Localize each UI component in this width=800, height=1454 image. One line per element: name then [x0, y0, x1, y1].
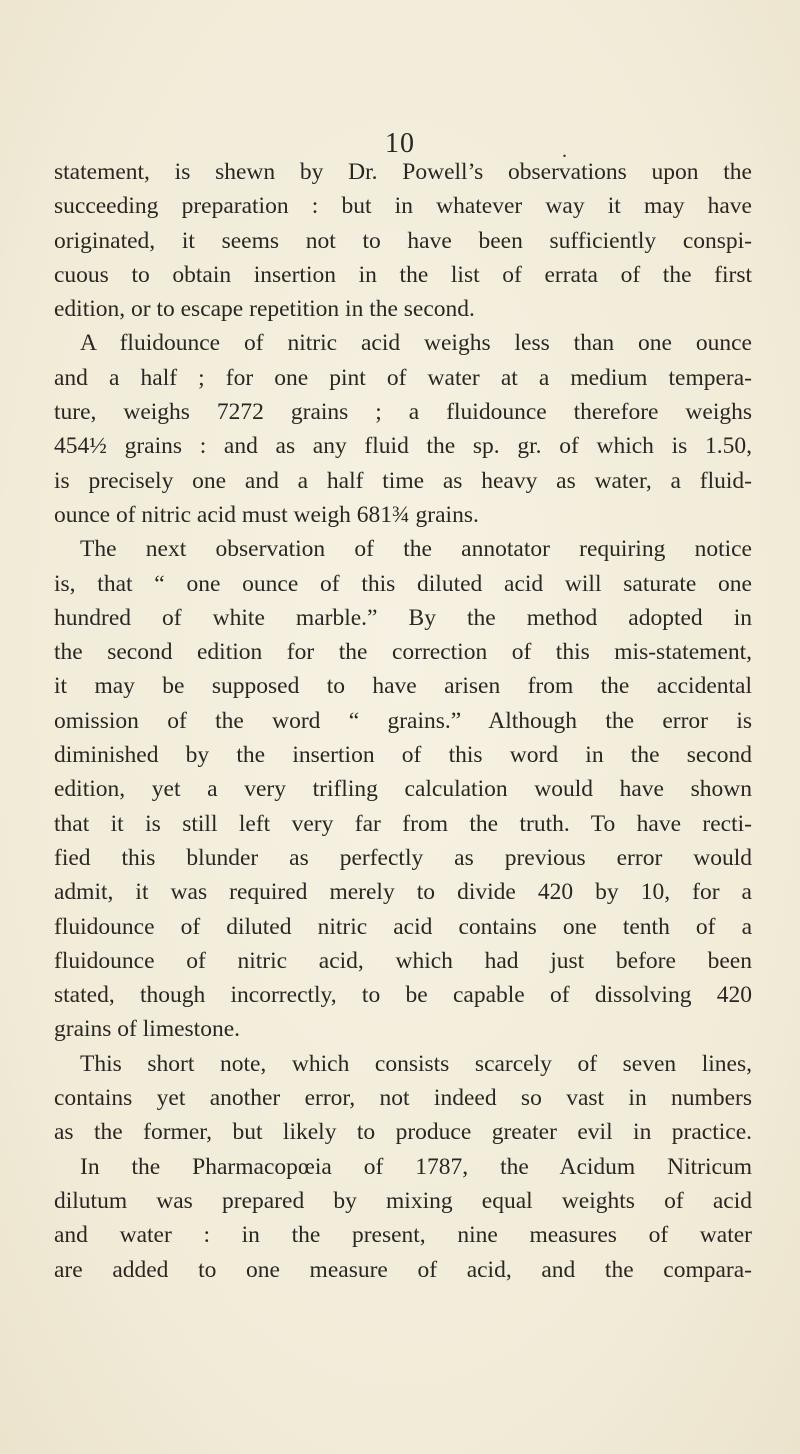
- text-line: admit, it was required merely to divide 420 by 10, for a: [54, 879, 752, 906]
- text-line: fluidounce of nitric acid, which had just before been: [54, 947, 752, 974]
- text-line: ounce of nitric acid must weigh 681¾ grains.: [54, 501, 479, 528]
- text-line: is, that “ one ounce of this diluted acid will saturate one: [54, 570, 752, 597]
- text-line: omission of the word “ grains.” Although the error is: [54, 707, 752, 734]
- text-line: ture, weighs 7272 grains ; a fluidounce therefore weighs: [54, 399, 752, 426]
- text-line: and a half ; for one pint of water at a medium tempera-: [54, 364, 752, 391]
- text-line: as the former, but likely to produce greater evil in practice.: [54, 1119, 752, 1146]
- text-line: stated, though incorrectly, to be capable of dissolving 420: [54, 982, 752, 1009]
- text-line: In the Pharmacopœia of 1787, the Acidum Nitricum: [80, 1153, 752, 1180]
- page-number: 10: [385, 128, 415, 159]
- text-line: This short note, which consists scarcely of seven lines,: [80, 1050, 752, 1077]
- text-line: fied this blunder as perfectly as previous error would: [54, 844, 752, 871]
- text-line: The next observation of the annotator requiring notice: [80, 536, 752, 563]
- text-line: diminished by the insertion of this word in the second: [54, 742, 752, 769]
- folio-mark: .: [562, 140, 567, 162]
- text-line: is precisely one and a half time as heavy as water, a fluid-: [54, 467, 752, 494]
- text-line: cuous to obtain insertion in the list of errata of the first: [54, 261, 752, 288]
- text-line: A fluidounce of nitric acid weighs less than one ounce: [80, 330, 752, 357]
- text-line: dilutum was prepared by mixing equal weights of acid: [54, 1187, 752, 1214]
- text-line: and water : in the present, nine measures of water: [54, 1222, 752, 1249]
- text-line: it may be supposed to have arisen from the accidental: [54, 673, 752, 700]
- text-line: the second edition for the correction of this mis-statement,: [54, 639, 752, 666]
- body-text: [54, 155, 752, 1287]
- text-line: succeeding preparation : but in whatever way it may have: [54, 193, 752, 220]
- text-line: contains yet another error, not indeed so vast in numbers: [54, 1085, 752, 1112]
- text-line: edition, yet a very trifling calculation would have shown: [54, 776, 752, 803]
- text-line: grains of limestone.: [54, 1016, 241, 1043]
- text-line: 454½ grains : and as any fluid the sp. gr. of which is 1.50,: [54, 433, 752, 460]
- text-line: statement, is shewn by Dr. Powell’s observations upon the: [54, 159, 752, 185]
- text-line: fluidounce of diluted nitric acid contains one tenth of a: [54, 913, 752, 940]
- text-line: edition, or to escape repetition in the second.: [54, 296, 475, 323]
- text-line: that it is still left very far from the truth. To have recti-: [54, 810, 752, 837]
- text-line: originated, it seems not to have been sufficiently conspi-: [54, 227, 752, 254]
- text-line: hundred of white marble.” By the method adopted in: [54, 604, 752, 631]
- text-line: are added to one measure of acid, and the compara-: [54, 1256, 752, 1283]
